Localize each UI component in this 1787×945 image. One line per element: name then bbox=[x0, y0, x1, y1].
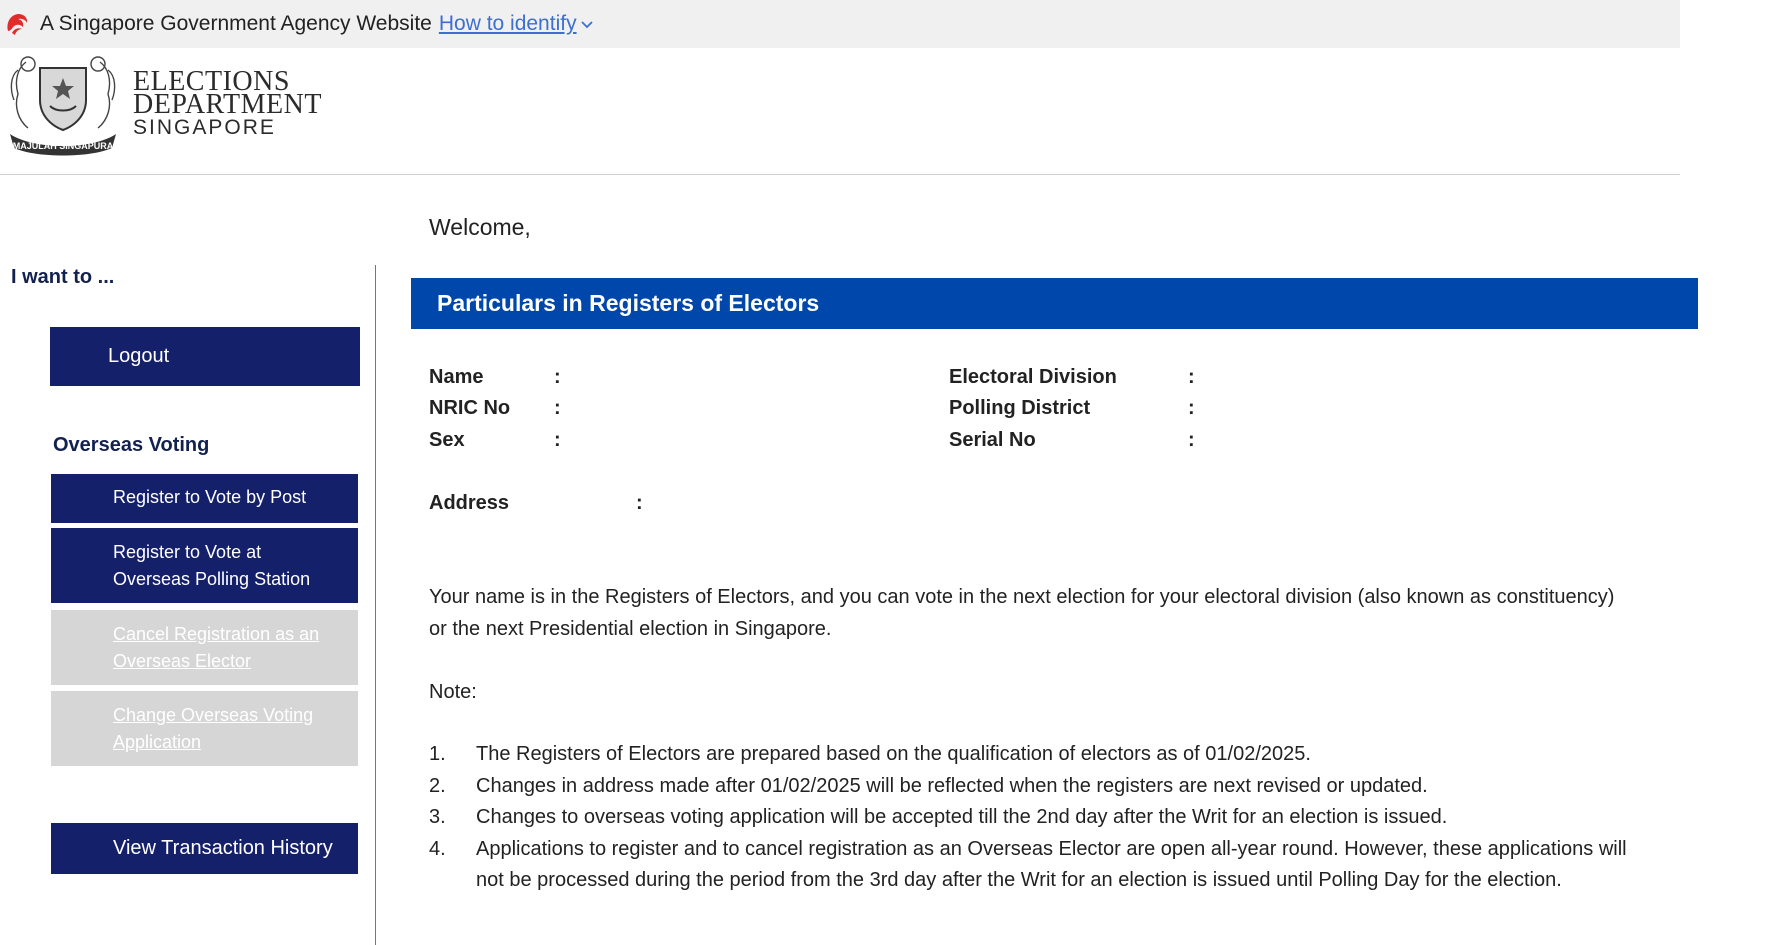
note-label: Note: bbox=[429, 681, 477, 703]
list-text: The Registers of Electors are prepared based on the qualification of electors as of 01/02/2025. bbox=[476, 743, 1311, 765]
view-transaction-history-button[interactable]: View Transaction History bbox=[51, 823, 358, 874]
list-item bbox=[429, 802, 1659, 834]
list-number: 1. bbox=[429, 743, 446, 765]
sidebar-heading: I want to ... bbox=[11, 266, 115, 288]
button-label-line-1: Cancel Registration as an bbox=[113, 624, 320, 644]
list-item bbox=[429, 834, 1656, 897]
particulars-banner: Particulars in Registers of Electors bbox=[411, 278, 1698, 329]
serial-no-label: Serial No bbox=[949, 429, 1036, 451]
status-line-2: or the next Presidential election in Singapore. bbox=[429, 618, 832, 640]
logo-line-2: DEPARTMENT bbox=[133, 89, 322, 120]
address-colon: : bbox=[636, 492, 643, 514]
list-number: 4. bbox=[429, 837, 446, 860]
name-label: Name bbox=[429, 366, 484, 388]
serial-colon: : bbox=[1188, 429, 1195, 451]
lion-head-icon bbox=[4, 11, 30, 37]
sex-label: Sex bbox=[429, 429, 465, 451]
polling-district-label: Polling District bbox=[949, 397, 1091, 419]
list-text: Changes to overseas voting application will be accepted till the 2nd day after the Writ for an election is issued. bbox=[476, 806, 1448, 828]
cancel-registration-button bbox=[51, 610, 358, 685]
list-text: Changes in address made after 01/02/2025 will be reflected when the registers are next revised or updated. bbox=[476, 774, 1428, 797]
address-label: Address bbox=[429, 492, 510, 514]
button-label-line-2: Overseas Elector bbox=[113, 651, 252, 671]
electoral-division-label: Electoral Division bbox=[949, 366, 1117, 388]
overseas-voting-title: Overseas Voting bbox=[53, 434, 210, 456]
logo-line-3: SINGAPORE bbox=[133, 116, 276, 139]
nric-colon: : bbox=[554, 397, 561, 419]
logo-wordmark bbox=[133, 66, 322, 139]
name-colon: : bbox=[554, 366, 561, 388]
nric-label: NRIC No bbox=[429, 397, 511, 419]
site-header bbox=[0, 48, 1680, 175]
button-label-line-2: Overseas Polling Station bbox=[113, 569, 311, 589]
button-label-line-1: Change Overseas Voting bbox=[113, 705, 314, 725]
singapore-crest-logo[interactable] bbox=[4, 50, 122, 156]
register-vote-by-post-button[interactable] bbox=[51, 474, 358, 523]
list-number: 3. bbox=[429, 806, 446, 828]
change-overseas-voting-button bbox=[51, 691, 358, 766]
list-item bbox=[429, 771, 1659, 803]
how-to-identify-link[interactable]: How to identify bbox=[438, 12, 577, 35]
list-number: 2. bbox=[429, 774, 446, 797]
list-item bbox=[429, 739, 1659, 771]
svg-text:MAJULAH SINGAPURA: MAJULAH SINGAPURA bbox=[12, 141, 114, 151]
division-colon: : bbox=[1188, 366, 1195, 388]
district-colon: : bbox=[1188, 397, 1195, 419]
sex-colon: : bbox=[554, 429, 561, 451]
register-overseas-polling-station-button[interactable] bbox=[51, 528, 358, 603]
list-text: Applications to register and to cancel registration as an Overseas Elector are open all-year round. However, these applications will not be processed during the period from the 3rd day after the Writ for an election is issued until Polling Day for the election. bbox=[476, 837, 1627, 891]
notes-list bbox=[429, 739, 1659, 897]
sidebar-divider bbox=[375, 265, 376, 945]
chevron-down-icon[interactable] bbox=[580, 17, 594, 31]
logout-button[interactable]: Logout bbox=[50, 327, 360, 386]
button-label-line-1: Register to Vote at bbox=[113, 542, 262, 562]
status-line-1: Your name is in the Registers of Electors, and you can vote in the next election for your electoral division (also known as constituency) bbox=[429, 586, 1615, 608]
welcome-text: Welcome, bbox=[429, 214, 531, 240]
logo-line-1: ELECTIONS bbox=[133, 66, 290, 97]
masthead-text: A Singapore Government Agency Website bbox=[40, 12, 432, 35]
button-label-line-2: Application bbox=[113, 732, 202, 752]
status-message bbox=[429, 581, 1614, 645]
button-label: Register to Vote by Post bbox=[113, 487, 307, 507]
gov-masthead bbox=[0, 0, 1680, 48]
